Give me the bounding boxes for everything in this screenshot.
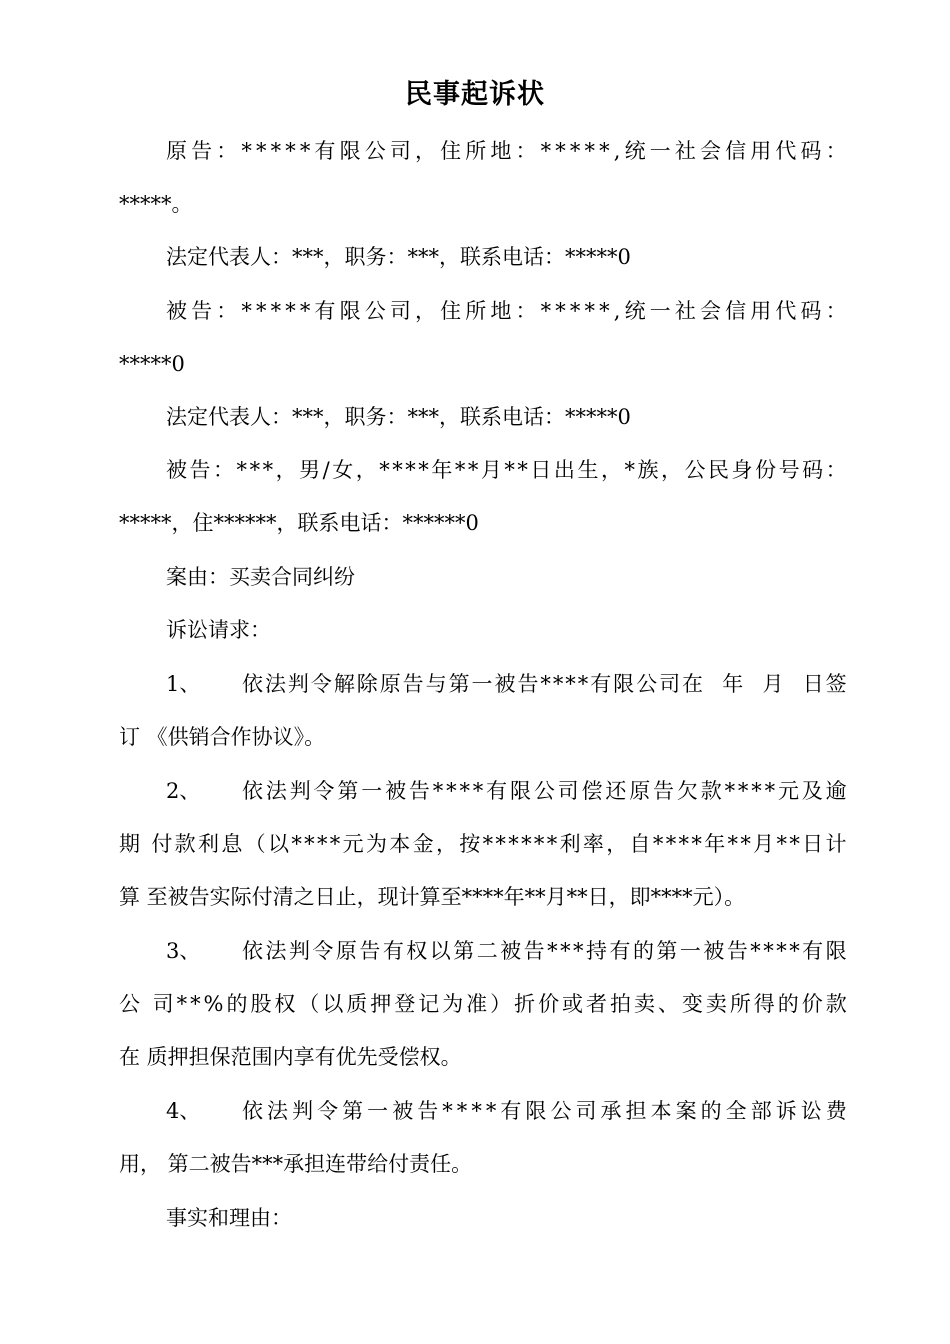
claim-3-line-3: 在 质押担保范围内享有优先受偿权。 [119, 1045, 462, 1069]
facts-heading: 事实和理由： [166, 1206, 292, 1230]
defendant1-line-2: *****0 [119, 352, 185, 376]
claim-3-line-1: 依 法 判 令 原 告 有 权 以 第 二 被 告 * * * 持 有 的 第 一 被 告 * * * * 有 限 [242, 939, 847, 963]
defendant2-line-2: *****，住******，联系电话：******0 [119, 511, 479, 535]
claim-4-line-1: 依 法 判 令 第 一 被 告 * * * * 有 限 公 司 承 担 本 案 的 全 部 诉 讼 费 [242, 1099, 847, 1123]
document-title: 民事起诉状 [405, 79, 545, 110]
defendant2-line-1: 被 告 ： * * * ， 男 / 女 ， * * * * 年 * * 月 * * 日 出 生 ， * 族 ， 公 民 身 份 号 码 ： [166, 458, 847, 482]
claim-2-line-1: 依 法 判 令 第 一 被 告 * * * * 有 限 公 司 偿 还 原 告 欠 款 * * * * 元 及 逾 [242, 779, 847, 803]
claim-4-number: 4、 [166, 1099, 201, 1123]
defendant1-representative: 法定代表人：***，职务：***，联系电话：*****0 [166, 405, 631, 429]
claim-1-line-2: 订 《供销合作协议》。 [119, 725, 326, 749]
claim-4-line-2: 用， 第二被告***承担连带给付责任。 [119, 1152, 473, 1176]
claim-1-number: 1、 [166, 672, 201, 696]
claim-2-line-2: 期 付 款 利 息 （ 以 * * * * 元 为 本 金 ， 按 * * * * * * 利 率 ， 自 * * * * 年 * * 月 * * 日 计 [119, 832, 847, 856]
defendant1-line-1: 被 告 ： * * * * * 有 限 公 司 ， 住 所 地 ： * * * * * , 统 一 社 会 信 用 代 码 ： [166, 299, 847, 323]
plaintiff-representative: 法定代表人：***，职务：***，联系电话：*****0 [166, 245, 631, 269]
claim-3-line-2: 公 司 * * % 的 股 权 （ 以 质 押 登 记 为 准 ） 折 价 或 者 拍 卖 、 变 卖 所 得 的 价 款 [119, 992, 847, 1016]
claim-3-number: 3、 [166, 939, 201, 963]
plaintiff-line-1: 原 告 ： * * * * * 有 限 公 司 ， 住 所 地 ： * * * * * , 统 一 社 会 信 用 代 码 ： [166, 139, 847, 163]
claim-2-number: 2、 [166, 779, 201, 803]
claim-2-line-3: 算 至被告实际付清之日止，现计算至****年**月**日，即****元）。 [119, 885, 746, 909]
claim-1-line-1: 依 法 判 令 解 除 原 告 与 第 一 被 告 * * * * 有 限 公 司 在 年 月 日 签 [242, 672, 847, 696]
claims-heading: 诉讼请求： [166, 618, 271, 642]
case-cause: 案由：买卖合同纠纷 [166, 565, 355, 589]
plaintiff-line-2: *****。 [119, 192, 193, 216]
